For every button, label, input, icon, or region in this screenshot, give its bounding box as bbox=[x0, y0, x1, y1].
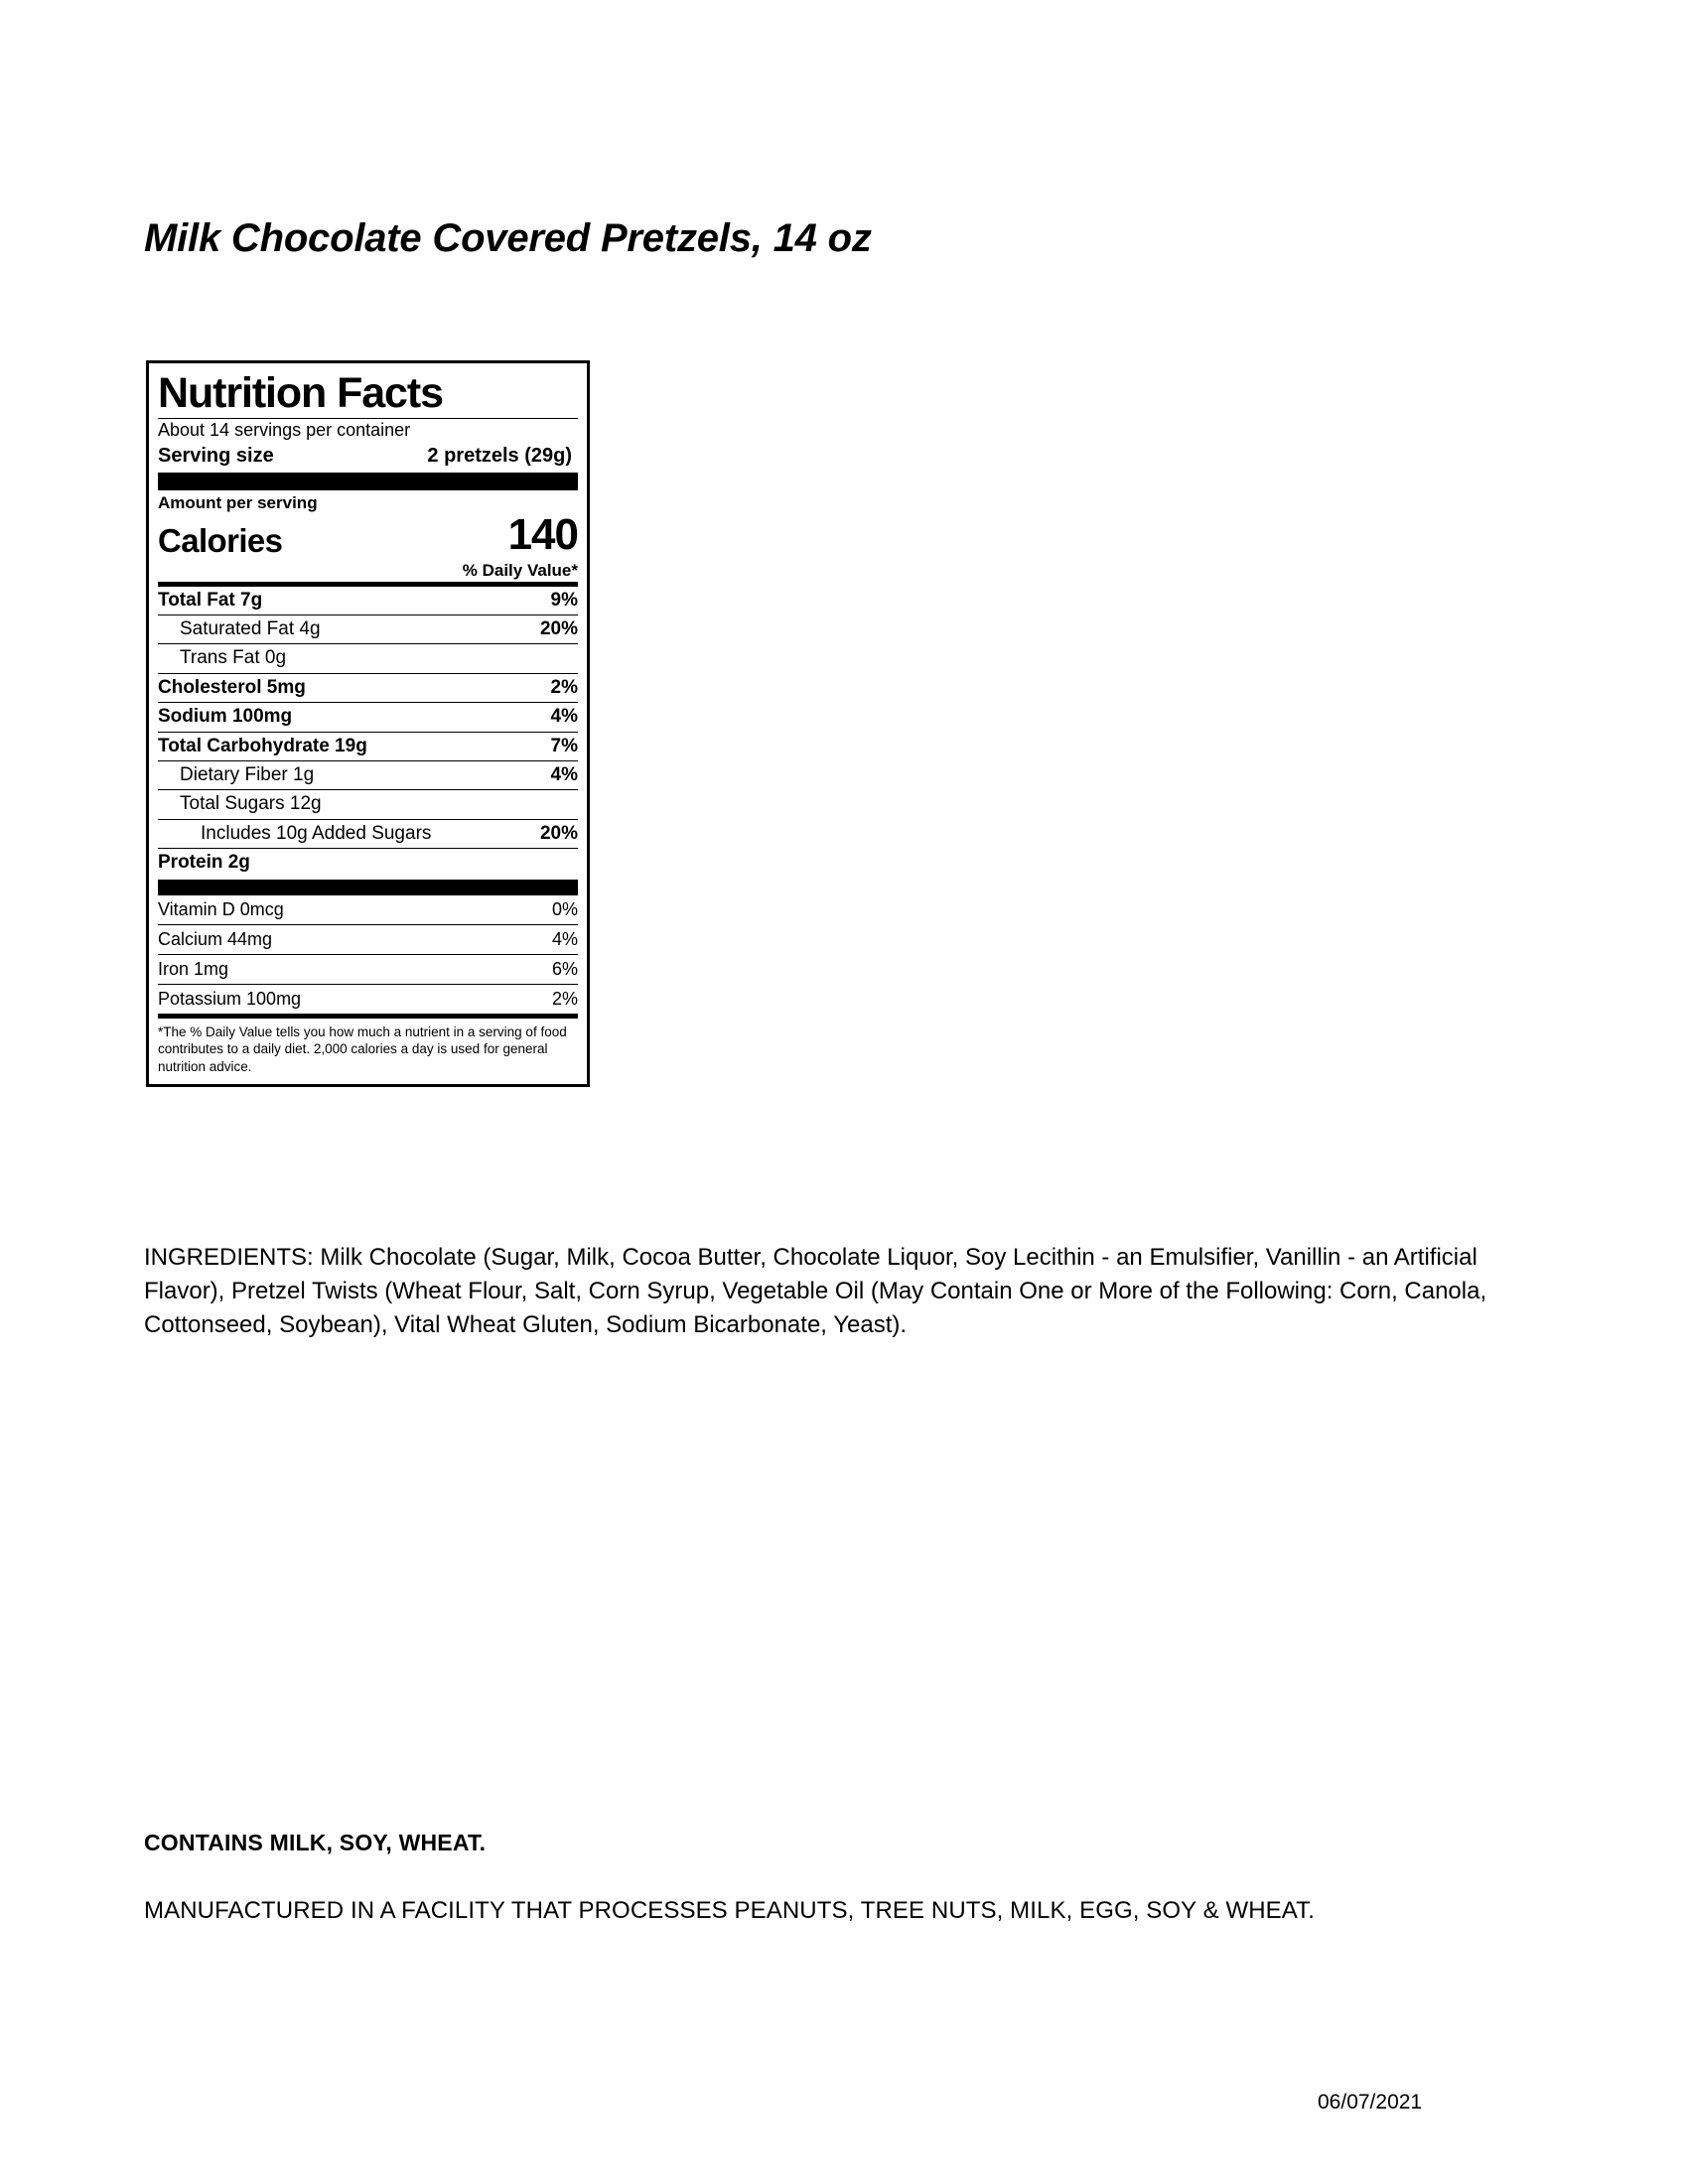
document-date: 06/07/2021 bbox=[1318, 2091, 1423, 2114]
saturated-fat-dv: 20% bbox=[539, 617, 578, 639]
nutrition-facts-heading: Nutrition Facts bbox=[158, 369, 443, 417]
calories-label: Calories bbox=[158, 521, 283, 559]
sodium-label: Sodium 100mg bbox=[158, 706, 293, 728]
calcium-label: Calcium 44mg bbox=[158, 928, 273, 949]
trans-fat-label: Trans Fat 0g bbox=[180, 647, 287, 669]
nutrient-row-cholesterol bbox=[158, 674, 578, 703]
serving-size-label: Serving size bbox=[158, 444, 274, 467]
allergen-facility-statement: MANUFACTURED IN A FACILITY THAT PROCESSES PEANUTS, TREE NUTS, MILK, EGG, SOY & WHEAT. bbox=[144, 1897, 1315, 1924]
iron-label: Iron 1mg bbox=[158, 958, 229, 979]
calories-row bbox=[158, 509, 578, 559]
nutrient-row-total-sugars bbox=[158, 790, 578, 819]
serving-size-value: 2 pretzels (29g) bbox=[427, 444, 572, 467]
daily-value-footnote: *The % Daily Value tells you how much a nutrient in a serving of food contributes to a daily diet. 2,000 calories a day is used for general nutrition advice. bbox=[158, 1024, 567, 1075]
calories-value: 140 bbox=[507, 509, 578, 559]
page-title: Milk Chocolate Covered Pretzels, 14 oz bbox=[144, 216, 872, 260]
sodium-dv: 4% bbox=[550, 706, 578, 728]
dietary-fiber-dv: 4% bbox=[550, 763, 578, 785]
micronutrient-row-iron bbox=[158, 955, 578, 985]
total-carbohydrate-label: Total Carbohydrate 19g bbox=[158, 735, 367, 756]
potassium-dv: 2% bbox=[551, 988, 578, 1009]
nutrient-row-total-fat bbox=[158, 587, 578, 615]
servings-per-container: About 14 servings per container bbox=[158, 420, 411, 441]
total-fat-dv: 9% bbox=[550, 589, 578, 611]
divider-thick-top bbox=[158, 473, 578, 490]
added-sugars-label: Includes 10g Added Sugars bbox=[201, 822, 432, 844]
ingredients-text: INGREDIENTS: Milk Chocolate (Sugar, Milk, Cocoa Butter, Chocolate Liquor, Soy Lecithin - an Emulsifier, Vanillin - an Artificial Flavor), Pretzel Twists (Wheat Flour, Salt, Corn Syrup, Vegetable Oil (May Contain One or More of the Following: Corn, Canola, Cottonseed, Soybean), Vital Wheat Gluten, Sodium Bicarbonate, Yeast). bbox=[144, 1244, 1487, 1339]
nutrient-row-total-carbohydrate bbox=[158, 733, 578, 761]
total-carbohydrate-dv: 7% bbox=[550, 735, 578, 756]
calcium-dv: 4% bbox=[551, 928, 578, 949]
nutrient-row-saturated-fat bbox=[158, 615, 578, 644]
iron-dv: 6% bbox=[551, 958, 578, 979]
micronutrient-row-potassium bbox=[158, 985, 578, 1019]
vitamin-d-dv: 0% bbox=[551, 898, 578, 919]
total-sugars-label: Total Sugars 12g bbox=[180, 793, 322, 815]
micronutrient-row-calcium bbox=[158, 925, 578, 955]
cholesterol-label: Cholesterol 5mg bbox=[158, 676, 306, 698]
saturated-fat-label: Saturated Fat 4g bbox=[180, 617, 321, 639]
daily-value-header: % Daily Value* bbox=[158, 559, 578, 587]
potassium-label: Potassium 100mg bbox=[158, 988, 302, 1009]
protein-label: Protein 2g bbox=[158, 852, 250, 874]
nutrition-facts-panel bbox=[146, 360, 590, 1087]
serving-size-row bbox=[158, 444, 578, 470]
vitamin-d-label: Vitamin D 0mcg bbox=[158, 898, 284, 919]
added-sugars-dv: 20% bbox=[539, 822, 578, 844]
allergen-contains-statement: CONTAINS MILK, SOY, WHEAT. bbox=[144, 1830, 487, 1855]
nutrient-row-dietary-fiber bbox=[158, 761, 578, 790]
micronutrient-row-vitamin-d bbox=[158, 895, 578, 925]
divider-thick-bottom bbox=[158, 880, 578, 895]
nutrient-row-added-sugars bbox=[158, 820, 578, 849]
amount-per-serving-label: Amount per serving bbox=[158, 492, 318, 512]
nutrient-row-protein bbox=[158, 849, 578, 877]
dietary-fiber-label: Dietary Fiber 1g bbox=[180, 763, 315, 785]
nutrient-row-trans-fat bbox=[158, 644, 578, 673]
total-fat-label: Total Fat 7g bbox=[158, 589, 263, 611]
nutrient-row-sodium bbox=[158, 703, 578, 732]
cholesterol-dv: 2% bbox=[550, 676, 578, 698]
